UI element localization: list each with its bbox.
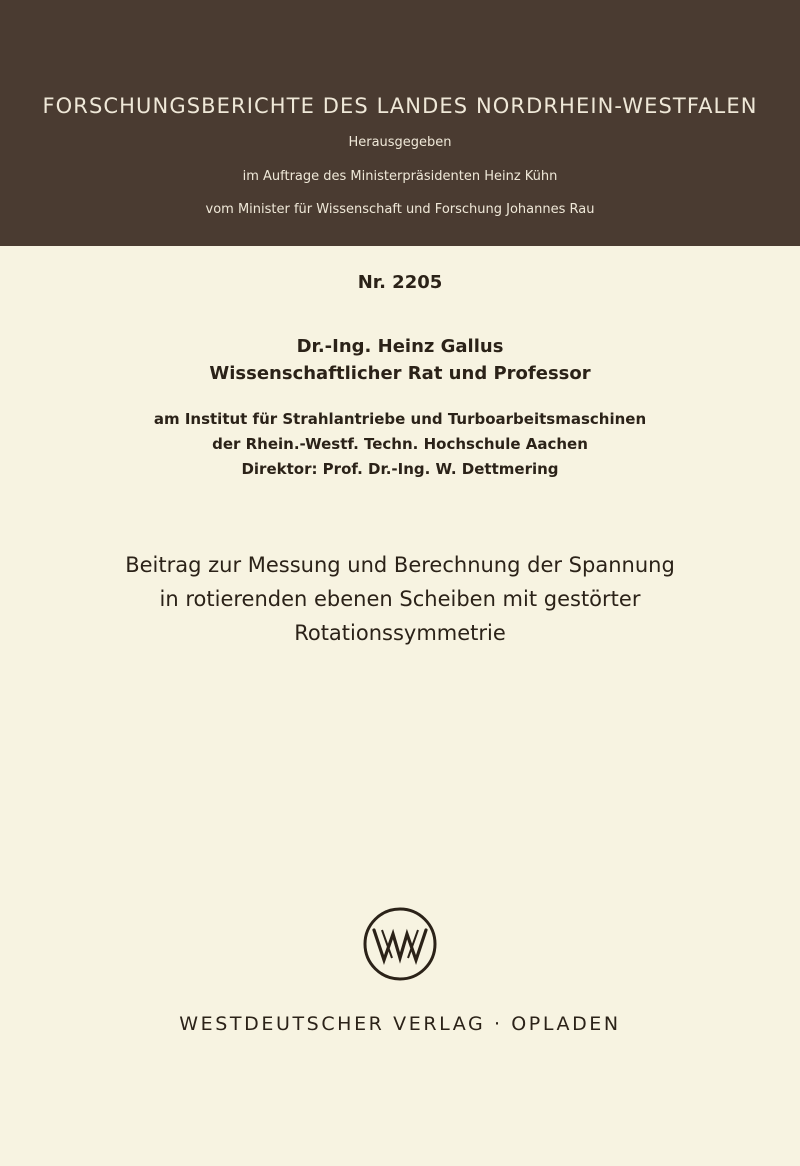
- header-band: [0, 0, 800, 246]
- title-line-3: Rotationssymmetrie: [294, 621, 506, 645]
- affiliation-line-3: Direktor: Prof. Dr.-Ing. W. Dettmering: [241, 460, 559, 478]
- editor-line-2: im Auftrage des Ministerpräsidenten Heinz Kühn: [242, 169, 558, 184]
- publisher-name: WESTDEUTSCHER VERLAG · OPLADEN: [179, 1013, 621, 1035]
- author-position: Wissenschaftlicher Rat und Professor: [209, 363, 591, 384]
- editor-line-3: vom Minister für Wissenschaft und Forschung Johannes Rau: [205, 202, 595, 217]
- title-line-1: Beitrag zur Messung und Berechnung der Spannung: [125, 553, 675, 577]
- editor-line-1: Herausgegeben: [348, 135, 452, 150]
- ww-publisher-logo-icon: [360, 904, 440, 984]
- affiliation-line-1: am Institut für Strahlantriebe und Turboarbeitsmaschinen: [153, 410, 647, 428]
- affiliation-line-2: der Rhein.-Westf. Techn. Hochschule Aachen: [212, 435, 588, 453]
- series-title: FORSCHUNGSBERICHTE DES LANDES NORDRHEIN-WESTFALEN: [42, 94, 758, 118]
- author-name: Dr.-Ing. Heinz Gallus: [296, 336, 504, 357]
- title-line-2: in rotierenden ebenen Scheiben mit gestörter: [159, 587, 641, 611]
- report-number: Nr. 2205: [357, 272, 443, 293]
